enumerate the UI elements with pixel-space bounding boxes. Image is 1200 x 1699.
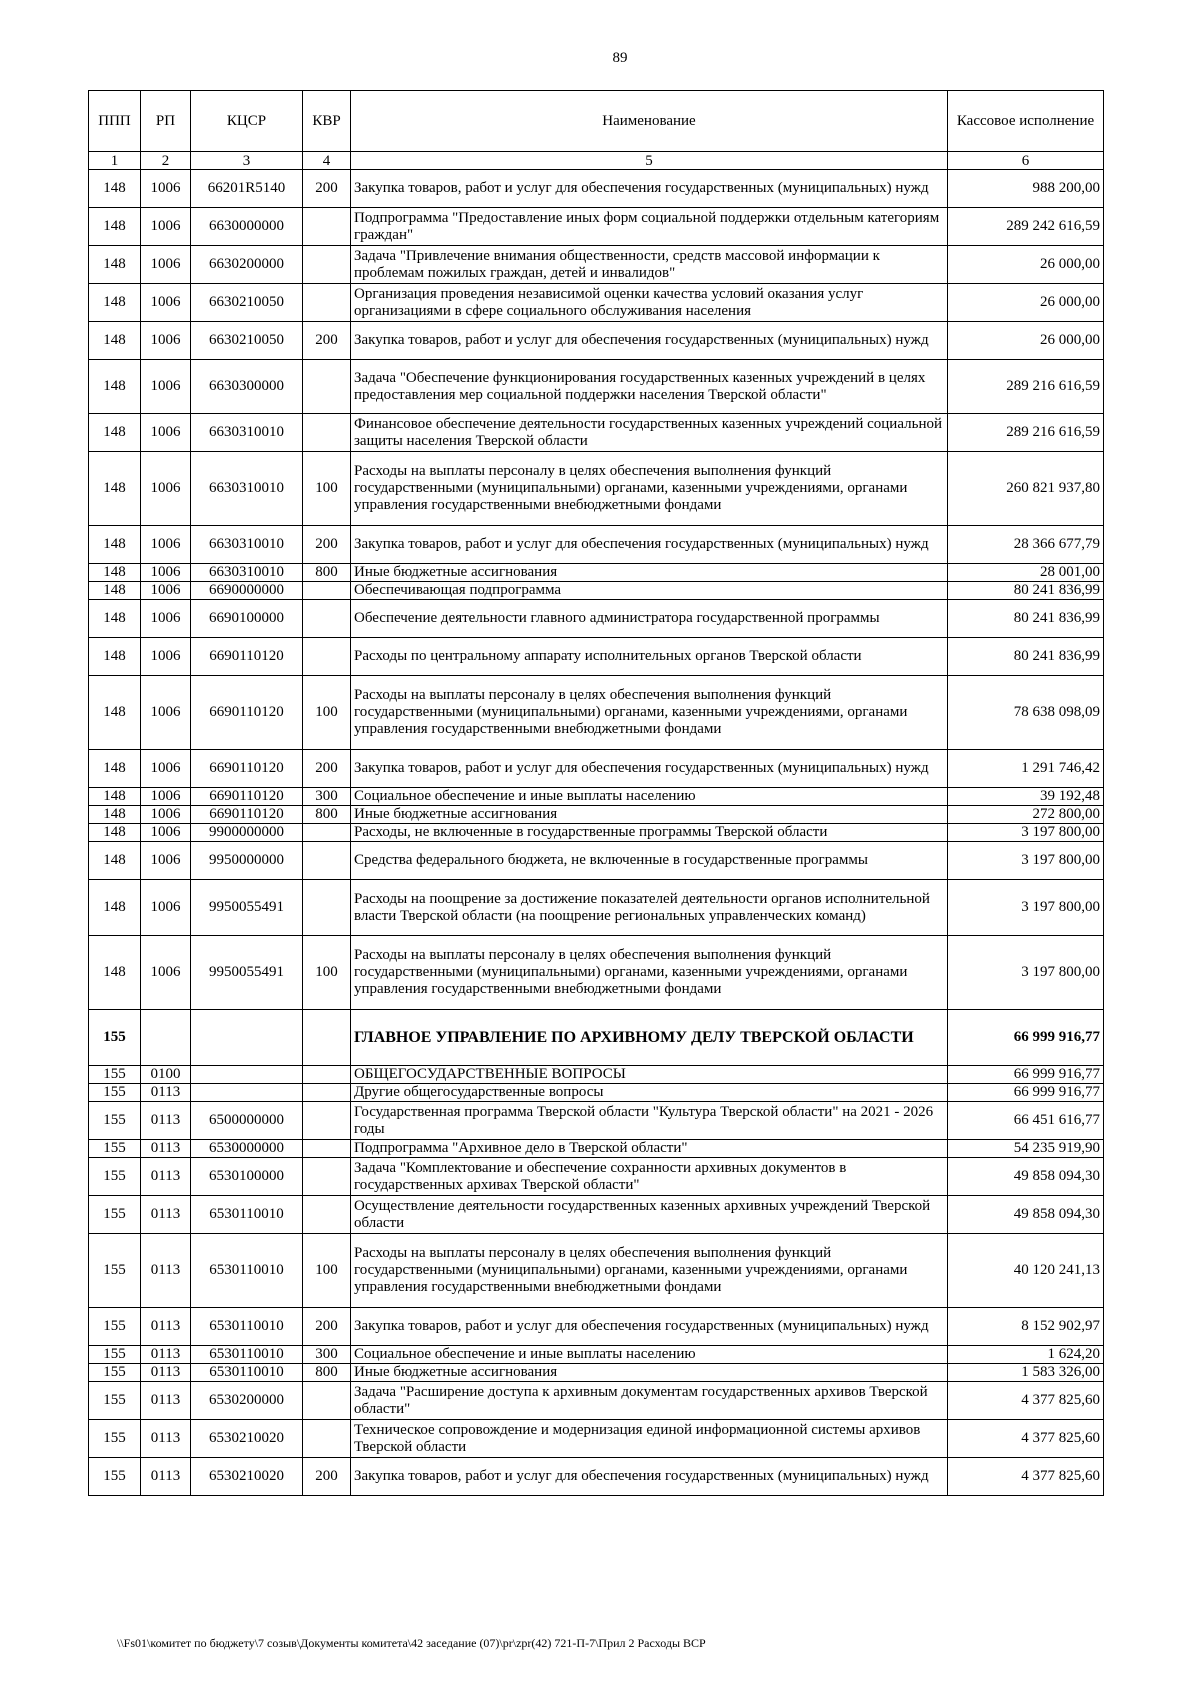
cell-rp: 1006 — [141, 676, 191, 750]
table-row — [89, 676, 1104, 750]
cell-kvr — [303, 1066, 351, 1084]
cell-amount: 8 152 902,97 — [948, 1308, 1104, 1346]
table-row — [89, 284, 1104, 322]
table-row — [89, 1102, 1104, 1140]
cell-kcsr: 9950055491 — [191, 936, 303, 1010]
column-number: 1 — [89, 152, 141, 170]
cell-amount: 66 451 616,77 — [948, 1102, 1104, 1140]
header-ppp: ППП — [89, 91, 141, 152]
cell-name: Задача "Комплектование и обеспечение сохранности архивных документов в государственных архивах Тверской области" — [351, 1158, 948, 1196]
cell-rp: 1006 — [141, 208, 191, 246]
cell-amount: 49 858 094,30 — [948, 1196, 1104, 1234]
cell-kcsr: 6530110010 — [191, 1196, 303, 1234]
cell-rp: 1006 — [141, 936, 191, 1010]
table-row — [89, 600, 1104, 638]
cell-name: Финансовое обеспечение деятельности государственных казенных учреждений социальной защиты населения Тверской области — [351, 414, 948, 452]
budget-table — [88, 90, 1104, 1496]
cell-amount: 289 242 616,59 — [948, 208, 1104, 246]
cell-name: Социальное обеспечение и иные выплаты населению — [351, 788, 948, 806]
cell-name: Задача "Обеспечение функционирования государственных казенных учреждений в целях предоставления мер социальной поддержки населения Тверской области" — [351, 360, 948, 414]
cell-rp: 1006 — [141, 564, 191, 582]
cell-kcsr: 6530210020 — [191, 1458, 303, 1496]
table-row — [89, 246, 1104, 284]
cell-kvr — [303, 1158, 351, 1196]
cell-rp: 0113 — [141, 1458, 191, 1496]
cell-name: Расходы на выплаты персоналу в целях обеспечения выполнения функций государственными (муниципальными) органами, казенными учреждениями, органами управления государственными внебюджетными фондами — [351, 936, 948, 1010]
cell-amount: 26 000,00 — [948, 322, 1104, 360]
cell-kcsr: 9950055491 — [191, 880, 303, 936]
cell-kvr: 800 — [303, 564, 351, 582]
cell-kvr — [303, 1140, 351, 1158]
cell-name: Закупка товаров, работ и услуг для обеспечения государственных (муниципальных) нужд — [351, 750, 948, 788]
table-row — [89, 526, 1104, 564]
table-row — [89, 788, 1104, 806]
cell-name: Обеспечивающая подпрограмма — [351, 582, 948, 600]
cell-kcsr: 6630000000 — [191, 208, 303, 246]
table-row — [89, 880, 1104, 936]
footer-path: \\Fs01\комитет по бюджету\7 созыв\Документы комитета\42 заседание (07)\pr\zpr(42) 721-П-7\Прил 2 Расходы ВСР — [117, 1636, 706, 1650]
cell-kvr: 800 — [303, 1364, 351, 1382]
cell-amount: 80 241 836,99 — [948, 638, 1104, 676]
cell-kcsr: 6530100000 — [191, 1158, 303, 1196]
table-row — [89, 170, 1104, 208]
cell-name: Расходы по центральному аппарату исполнительных органов Тверской области — [351, 638, 948, 676]
header-kvr: КВР — [303, 91, 351, 152]
table-row — [89, 1196, 1104, 1234]
cell-amount: 3 197 800,00 — [948, 880, 1104, 936]
cell-kcsr: 6630210050 — [191, 284, 303, 322]
cell-kcsr — [191, 1084, 303, 1102]
cell-amount: 1 624,20 — [948, 1346, 1104, 1364]
cell-kcsr: 6630310010 — [191, 414, 303, 452]
header-amount: Кассовое исполнение — [948, 91, 1104, 152]
cell-amount: 66 999 916,77 — [948, 1084, 1104, 1102]
cell-kvr — [303, 246, 351, 284]
cell-name: Иные бюджетные ассигнования — [351, 564, 948, 582]
cell-ppp: 155 — [89, 1158, 141, 1196]
cell-kvr — [303, 1102, 351, 1140]
cell-kvr — [303, 600, 351, 638]
cell-name: Другие общегосударственные вопросы — [351, 1084, 948, 1102]
cell-amount: 988 200,00 — [948, 170, 1104, 208]
cell-name: Расходы на поощрение за достижение показателей деятельности органов исполнительной власти Тверской области (на поощрение региональных управленческих команд) — [351, 880, 948, 936]
cell-kcsr: 6690110120 — [191, 806, 303, 824]
cell-ppp: 148 — [89, 170, 141, 208]
table-row — [89, 1234, 1104, 1308]
cell-amount: 4 377 825,60 — [948, 1420, 1104, 1458]
cell-rp: 1006 — [141, 414, 191, 452]
header-rp: РП — [141, 91, 191, 152]
cell-kvr: 200 — [303, 750, 351, 788]
cell-kcsr: 9900000000 — [191, 824, 303, 842]
cell-kvr — [303, 284, 351, 322]
cell-kcsr: 6530110010 — [191, 1346, 303, 1364]
cell-kcsr: 6500000000 — [191, 1102, 303, 1140]
cell-ppp: 148 — [89, 526, 141, 564]
table-row — [89, 1140, 1104, 1158]
cell-name: Иные бюджетные ассигнования — [351, 1364, 948, 1382]
cell-kvr — [303, 842, 351, 880]
cell-rp: 1006 — [141, 582, 191, 600]
table-row — [89, 936, 1104, 1010]
cell-rp: 0113 — [141, 1158, 191, 1196]
table-row — [89, 1458, 1104, 1496]
cell-ppp: 148 — [89, 414, 141, 452]
table-row — [89, 1364, 1104, 1382]
cell-name: Закупка товаров, работ и услуг для обеспечения государственных (муниципальных) нужд — [351, 1308, 948, 1346]
cell-ppp: 148 — [89, 880, 141, 936]
cell-kcsr: 6530000000 — [191, 1140, 303, 1158]
cell-name: Техническое сопровождение и модернизация единой информационной системы архивов Тверской области — [351, 1420, 948, 1458]
table-row — [89, 806, 1104, 824]
cell-amount: 78 638 098,09 — [948, 676, 1104, 750]
cell-ppp: 148 — [89, 824, 141, 842]
cell-kcsr: 6690110120 — [191, 788, 303, 806]
cell-kvr — [303, 638, 351, 676]
page-number: 89 — [612, 50, 628, 66]
cell-rp: 1006 — [141, 824, 191, 842]
cell-amount: 3 197 800,00 — [948, 842, 1104, 880]
cell-ppp: 148 — [89, 284, 141, 322]
cell-kvr: 200 — [303, 170, 351, 208]
cell-kvr — [303, 1084, 351, 1102]
table-row — [89, 1158, 1104, 1196]
cell-ppp: 155 — [89, 1364, 141, 1382]
cell-kvr — [303, 1010, 351, 1066]
cell-rp: 1006 — [141, 750, 191, 788]
cell-name: Закупка товаров, работ и услуг для обеспечения государственных (муниципальных) нужд — [351, 1458, 948, 1496]
table-row — [89, 1066, 1104, 1084]
table-row — [89, 750, 1104, 788]
cell-kvr — [303, 1196, 351, 1234]
cell-rp: 0113 — [141, 1196, 191, 1234]
cell-name: Задача "Расширение доступа к архивным документам государственных архивов Тверской области" — [351, 1382, 948, 1420]
cell-amount: 28 001,00 — [948, 564, 1104, 582]
cell-ppp: 148 — [89, 452, 141, 526]
cell-rp: 1006 — [141, 788, 191, 806]
cell-kcsr: 6690110120 — [191, 750, 303, 788]
cell-rp: 0113 — [141, 1346, 191, 1364]
cell-amount: 80 241 836,99 — [948, 582, 1104, 600]
cell-rp: 0113 — [141, 1382, 191, 1420]
table-row — [89, 360, 1104, 414]
cell-amount: 54 235 919,90 — [948, 1140, 1104, 1158]
cell-ppp: 148 — [89, 842, 141, 880]
cell-name: Иные бюджетные ассигнования — [351, 806, 948, 824]
cell-kvr: 200 — [303, 1458, 351, 1496]
cell-kcsr: 6690110120 — [191, 638, 303, 676]
cell-name: ОБЩЕГОСУДАРСТВЕННЫЕ ВОПРОСЫ — [351, 1066, 948, 1084]
cell-rp: 0113 — [141, 1102, 191, 1140]
cell-ppp: 148 — [89, 360, 141, 414]
column-number: 2 — [141, 152, 191, 170]
cell-kcsr: 6690110120 — [191, 676, 303, 750]
cell-kcsr: 6630310010 — [191, 452, 303, 526]
cell-rp: 1006 — [141, 452, 191, 526]
cell-amount: 272 800,00 — [948, 806, 1104, 824]
cell-kcsr: 6630210050 — [191, 322, 303, 360]
cell-name: Государственная программа Тверской области "Культура Тверской области" на 2021 - 2026 годы — [351, 1102, 948, 1140]
cell-name: Осуществление деятельности государственных казенных архивных учреждений Тверской области — [351, 1196, 948, 1234]
cell-kvr: 200 — [303, 322, 351, 360]
cell-amount: 1 291 746,42 — [948, 750, 1104, 788]
cell-ppp: 148 — [89, 806, 141, 824]
cell-ppp: 148 — [89, 322, 141, 360]
cell-rp: 1006 — [141, 360, 191, 414]
cell-rp: 1006 — [141, 842, 191, 880]
cell-kvr: 100 — [303, 452, 351, 526]
header-name: Наименование — [351, 91, 948, 152]
cell-amount: 66 999 916,77 — [948, 1010, 1104, 1066]
cell-kvr — [303, 880, 351, 936]
cell-rp: 1006 — [141, 806, 191, 824]
cell-kvr — [303, 414, 351, 452]
cell-rp: 1006 — [141, 284, 191, 322]
cell-name: Расходы на выплаты персоналу в целях обеспечения выполнения функций государственными (муниципальными) органами, казенными учреждениями, органами управления государственными внебюджетными фондами — [351, 1234, 948, 1308]
cell-rp — [141, 1010, 191, 1066]
cell-kvr: 200 — [303, 1308, 351, 1346]
cell-kcsr: 6630300000 — [191, 360, 303, 414]
cell-kcsr: 6530200000 — [191, 1382, 303, 1420]
cell-ppp: 155 — [89, 1346, 141, 1364]
cell-kcsr: 6630310010 — [191, 526, 303, 564]
cell-name: Расходы на выплаты персоналу в целях обеспечения выполнения функций государственными (муниципальными) органами, казенными учреждениями, органами управления государственными внебюджетными фондами — [351, 452, 948, 526]
cell-ppp: 155 — [89, 1382, 141, 1420]
cell-kvr: 100 — [303, 676, 351, 750]
cell-amount: 28 366 677,79 — [948, 526, 1104, 564]
cell-amount: 3 197 800,00 — [948, 824, 1104, 842]
cell-name: Обеспечение деятельности главного администратора государственной программы — [351, 600, 948, 638]
cell-ppp: 148 — [89, 936, 141, 1010]
cell-kvr — [303, 1382, 351, 1420]
table-row — [89, 1346, 1104, 1364]
cell-kcsr: 6530210020 — [191, 1420, 303, 1458]
cell-kcsr: 6530110010 — [191, 1364, 303, 1382]
cell-ppp: 148 — [89, 676, 141, 750]
cell-kvr: 800 — [303, 806, 351, 824]
table-row — [89, 452, 1104, 526]
cell-amount: 26 000,00 — [948, 246, 1104, 284]
cell-amount: 289 216 616,59 — [948, 414, 1104, 452]
cell-amount: 260 821 937,80 — [948, 452, 1104, 526]
column-number-row — [89, 152, 1104, 170]
cell-amount: 26 000,00 — [948, 284, 1104, 322]
table-row — [89, 638, 1104, 676]
cell-kvr — [303, 360, 351, 414]
cell-amount: 4 377 825,60 — [948, 1382, 1104, 1420]
cell-rp: 1006 — [141, 246, 191, 284]
cell-name: Организация проведения независимой оценки качества условий оказания услуг организациями в сфере социального обслуживания населения — [351, 284, 948, 322]
cell-amount: 289 216 616,59 — [948, 360, 1104, 414]
cell-kcsr: 6690100000 — [191, 600, 303, 638]
header-kcsr: КЦСР — [191, 91, 303, 152]
cell-ppp: 148 — [89, 208, 141, 246]
column-number: 3 — [191, 152, 303, 170]
cell-name: Средства федерального бюджета, не включенные в государственные программы — [351, 842, 948, 880]
cell-ppp: 148 — [89, 246, 141, 284]
cell-amount: 1 583 326,00 — [948, 1364, 1104, 1382]
cell-rp: 0113 — [141, 1084, 191, 1102]
cell-name: Расходы, не включенные в государственные программы Тверской области — [351, 824, 948, 842]
table-row — [89, 582, 1104, 600]
cell-name: Социальное обеспечение и иные выплаты населению — [351, 1346, 948, 1364]
table-row — [89, 414, 1104, 452]
cell-ppp: 148 — [89, 638, 141, 676]
cell-amount: 40 120 241,13 — [948, 1234, 1104, 1308]
cell-amount: 49 858 094,30 — [948, 1158, 1104, 1196]
cell-ppp: 155 — [89, 1010, 141, 1066]
cell-ppp: 155 — [89, 1140, 141, 1158]
table-row — [89, 824, 1104, 842]
cell-kvr — [303, 1420, 351, 1458]
cell-ppp: 148 — [89, 788, 141, 806]
table-row — [89, 208, 1104, 246]
table-row — [89, 322, 1104, 360]
cell-rp: 0100 — [141, 1066, 191, 1084]
table-body — [89, 170, 1104, 1496]
cell-ppp: 148 — [89, 564, 141, 582]
cell-kvr: 300 — [303, 788, 351, 806]
cell-amount: 4 377 825,60 — [948, 1458, 1104, 1496]
cell-kcsr: 6530110010 — [191, 1234, 303, 1308]
table-row — [89, 842, 1104, 880]
cell-amount: 39 192,48 — [948, 788, 1104, 806]
cell-name: Подпрограмма "Архивное дело в Тверской области" — [351, 1140, 948, 1158]
cell-ppp: 155 — [89, 1084, 141, 1102]
cell-kcsr: 6630310010 — [191, 564, 303, 582]
table-row — [89, 1010, 1104, 1066]
cell-kcsr — [191, 1066, 303, 1084]
cell-name: Закупка товаров, работ и услуг для обеспечения государственных (муниципальных) нужд — [351, 170, 948, 208]
table-row — [89, 1382, 1104, 1420]
cell-amount: 3 197 800,00 — [948, 936, 1104, 1010]
cell-rp: 0113 — [141, 1364, 191, 1382]
cell-rp: 1006 — [141, 600, 191, 638]
cell-kcsr: 6690000000 — [191, 582, 303, 600]
cell-ppp: 155 — [89, 1420, 141, 1458]
cell-kcsr: 9950000000 — [191, 842, 303, 880]
cell-name: Расходы на выплаты персоналу в целях обеспечения выполнения функций государственными (муниципальными) органами, казенными учреждениями, органами управления государственными внебюджетными фондами — [351, 676, 948, 750]
cell-kvr: 100 — [303, 1234, 351, 1308]
cell-name: Подпрограмма "Предоставление иных форм социальной поддержки отдельным категориям граждан" — [351, 208, 948, 246]
cell-amount: 80 241 836,99 — [948, 600, 1104, 638]
cell-rp: 1006 — [141, 526, 191, 564]
cell-ppp: 155 — [89, 1196, 141, 1234]
cell-rp: 1006 — [141, 170, 191, 208]
cell-rp: 0113 — [141, 1420, 191, 1458]
cell-kcsr: 6530110010 — [191, 1308, 303, 1346]
table-row — [89, 564, 1104, 582]
column-number: 5 — [351, 152, 948, 170]
cell-ppp: 155 — [89, 1458, 141, 1496]
cell-kvr: 300 — [303, 1346, 351, 1364]
cell-kvr — [303, 582, 351, 600]
cell-kcsr — [191, 1010, 303, 1066]
cell-ppp: 148 — [89, 750, 141, 788]
header-row — [89, 91, 1104, 152]
cell-ppp: 155 — [89, 1102, 141, 1140]
cell-kcsr: 6630200000 — [191, 246, 303, 284]
cell-name: ГЛАВНОЕ УПРАВЛЕНИЕ ПО АРХИВНОМУ ДЕЛУ ТВЕРСКОЙ ОБЛАСТИ — [351, 1010, 948, 1066]
cell-kvr: 200 — [303, 526, 351, 564]
cell-rp: 1006 — [141, 880, 191, 936]
table-row — [89, 1420, 1104, 1458]
cell-rp: 0113 — [141, 1140, 191, 1158]
column-number: 4 — [303, 152, 351, 170]
cell-name: Задача "Привлечение внимания общественности, средств массовой информации к проблемам пожилых граждан, детей и инвалидов" — [351, 246, 948, 284]
cell-ppp: 155 — [89, 1234, 141, 1308]
cell-name: Закупка товаров, работ и услуг для обеспечения государственных (муниципальных) нужд — [351, 322, 948, 360]
cell-rp: 1006 — [141, 638, 191, 676]
cell-ppp: 155 — [89, 1066, 141, 1084]
cell-kvr — [303, 824, 351, 842]
cell-amount: 66 999 916,77 — [948, 1066, 1104, 1084]
cell-ppp: 148 — [89, 582, 141, 600]
column-number: 6 — [948, 152, 1104, 170]
cell-ppp: 148 — [89, 600, 141, 638]
cell-kvr: 100 — [303, 936, 351, 1010]
table-row — [89, 1084, 1104, 1102]
table-row — [89, 1308, 1104, 1346]
cell-kcsr: 66201R5140 — [191, 170, 303, 208]
cell-name: Закупка товаров, работ и услуг для обеспечения государственных (муниципальных) нужд — [351, 526, 948, 564]
cell-rp: 0113 — [141, 1308, 191, 1346]
cell-rp: 1006 — [141, 322, 191, 360]
cell-kvr — [303, 208, 351, 246]
cell-ppp: 155 — [89, 1308, 141, 1346]
cell-rp: 0113 — [141, 1234, 191, 1308]
